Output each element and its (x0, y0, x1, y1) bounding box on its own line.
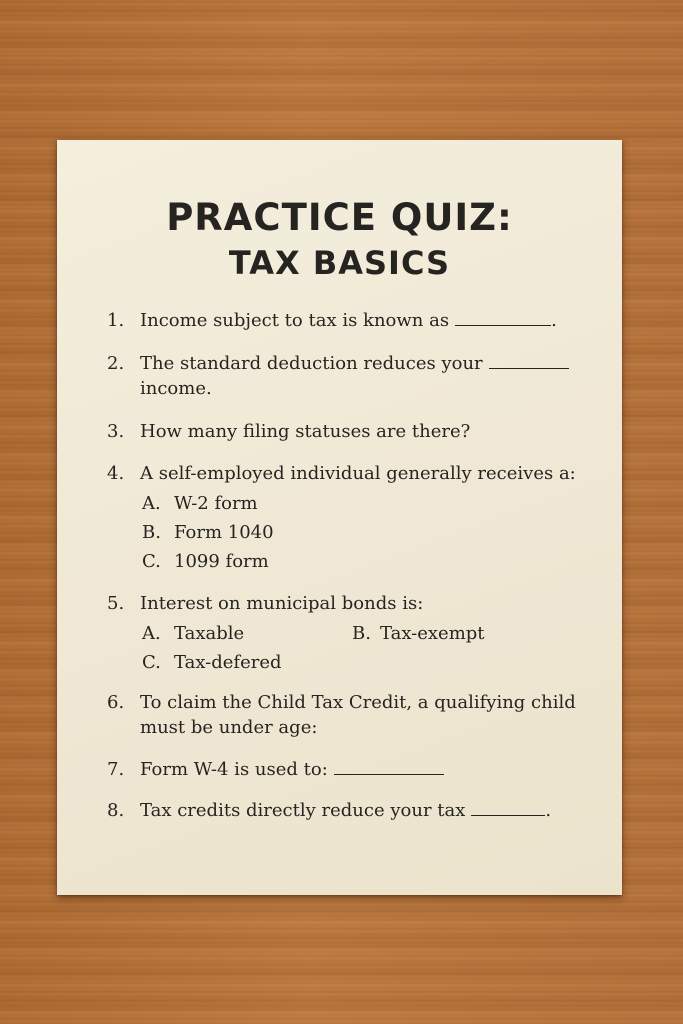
question-number: 8. (107, 800, 125, 821)
option-letter: A. (142, 623, 161, 644)
option-5a[interactable] (142, 621, 244, 646)
question-continuation: income. (140, 378, 212, 399)
question-7 (107, 757, 607, 782)
question-number: 7. (107, 759, 125, 780)
question-6 (107, 690, 587, 740)
answer-blank (471, 799, 545, 816)
question-text: The standard deduction reduces your (140, 353, 483, 374)
option-text: W-2 form (174, 493, 258, 514)
question-text: How many filing statuses are there? (140, 421, 471, 442)
question-number: 6. (107, 692, 125, 713)
option-text: 1099 form (174, 551, 269, 572)
question-8 (107, 798, 607, 823)
question-suffix: . (551, 310, 557, 331)
question-text: Income subject to tax is known as (140, 310, 450, 331)
quiz-card (57, 140, 622, 895)
question-number: 5. (107, 593, 125, 614)
option-letter: C. (142, 551, 161, 572)
quiz-subtitle: TAX BASICS (228, 244, 451, 282)
question-text: A self-employed individual generally receives a: (140, 463, 576, 484)
option-text: Tax-exempt (380, 623, 485, 644)
option-4b[interactable] (142, 520, 274, 545)
option-letter: C. (142, 652, 161, 673)
question-1 (107, 308, 607, 333)
question-4 (107, 461, 607, 486)
question-number: 2. (107, 353, 125, 374)
option-text: Tax-defered (174, 652, 282, 673)
question-number: 4. (107, 463, 125, 484)
option-5b[interactable] (352, 621, 485, 646)
question-text: Tax credits directly reduce your tax (140, 800, 466, 821)
option-letter: B. (352, 623, 371, 644)
answer-blank (455, 309, 551, 326)
option-5c[interactable] (142, 650, 282, 675)
option-letter: B. (142, 522, 161, 543)
question-5 (107, 591, 607, 616)
quiz-title: PRACTICE QUIZ: (166, 196, 513, 239)
option-4c[interactable] (142, 549, 269, 574)
question-number: 3. (107, 421, 125, 442)
option-text: Form 1040 (174, 522, 274, 543)
question-number: 1. (107, 310, 125, 331)
question-suffix: . (545, 800, 552, 821)
question-text: To claim the Child Tax Credit, a qualifying child must be under age: (140, 692, 576, 738)
question-3 (107, 419, 607, 444)
question-text: Interest on municipal bonds is: (140, 593, 424, 614)
answer-blank (489, 352, 569, 369)
answer-blank (334, 758, 444, 775)
option-text: Taxable (174, 623, 245, 644)
option-letter: A. (142, 493, 161, 514)
question-text: Form W-4 is used to: (140, 759, 328, 780)
question-2 (107, 351, 607, 401)
option-4a[interactable] (142, 491, 258, 516)
